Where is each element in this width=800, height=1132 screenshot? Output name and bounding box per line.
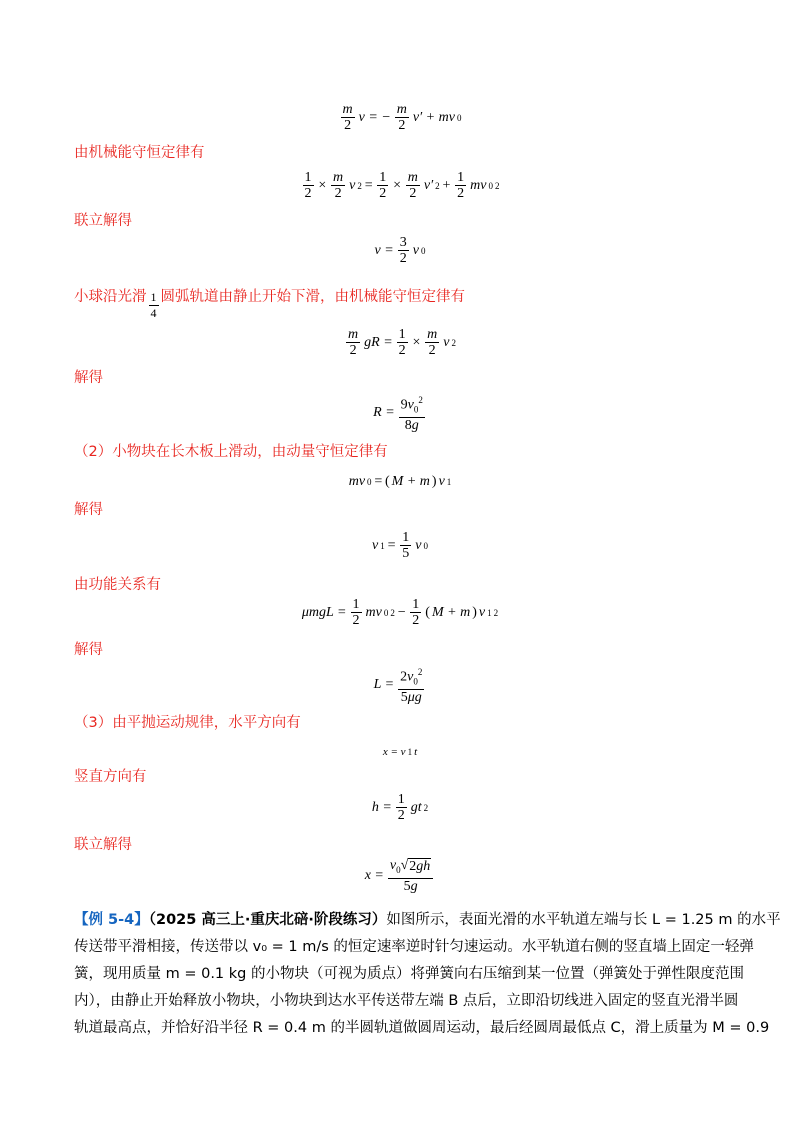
text-work-energy: 由功能关系有: [74, 577, 161, 593]
equation-v1: v 1 = $\frac{1}{5}$ v 0: [372, 530, 428, 561]
equation-length: L = $\frac{2v_0^2}{5\mu g}$: [373, 667, 423, 706]
text-energy-conservation: 由机械能守恒定律有: [74, 145, 205, 161]
text-part-2: （2）小物块在长木板上滑动，由动量守恒定律有: [74, 444, 388, 460]
equation-momentum-1: $\frac{m}{2}$ v = − $\frac{m}{2}$ v′ + mv 0: [342, 102, 462, 133]
equation-radius: R = $\frac{9v_0^2}{8g}$: [373, 395, 423, 434]
equation-energy-2: $\frac{m}{2}$ gR = $\frac{1}{2}$ × $\frac{m}{2}$ v 2: [348, 327, 456, 358]
equation-energy-1: $\frac{1}{2}$ × $\frac{m}{2}$ v 2 = $\frac{1}{2}$ × $\frac{m}{2}$ v′ 2 + $\frac{1}{2}$ mv 0 2: [304, 170, 500, 201]
example-text-1: 如图所示，表面光滑的水平轨道左端与长 L = 1.25 m 的水平: [386, 912, 781, 928]
equation-friction-work: μmgL = $\frac{1}{2}$ mv 0 2 − $\frac{1}{2}$ ( M + m ) v 1 2: [301, 597, 499, 628]
example-line-4: 内），由静止开始释放小物块，小物块到达水平传送带左端 B 点后，立即沿切线进入固定的竖直光滑半圆: [74, 993, 739, 1009]
example-line-2: 传送带平滑相接，传送带以 v₀ = 1 m/s 的恒定速率逆时针匀速运动。水平轨道右侧的竖直墙上固定一轻弹: [74, 939, 754, 955]
equation-momentum-2: mv 0 = ( M + m ) v 1: [348, 474, 452, 489]
text-solve-jointly-2: 联立解得: [74, 837, 132, 853]
equation-horizontal: x = v 1 t: [382, 746, 418, 758]
equation-velocity: v = $\frac{3}{2}$ v 0: [374, 235, 426, 266]
equation-height: h = $\frac{1}{2}$ gt 2: [371, 792, 429, 823]
text-solution-1: 解得: [74, 370, 103, 386]
example-line-5: 轨道最高点，并恰好沿半径 R = 0.4 m 的半圆轨道做圆周运动，最后经圆周最低点 C，滑上质量为 M = 0.9: [74, 1020, 770, 1036]
example-source: （2025 高三上·重庆北碚·阶段练习）: [148, 912, 387, 928]
text-solve-jointly-1: 联立解得: [74, 213, 132, 229]
example-line-3: 簧，现用质量 m = 0.1 kg 的小物块（可视为质点）将弹簧向右压缩到某一位置（弹簧处于弹性限度范围: [74, 966, 744, 982]
text-solution-3: 解得: [74, 642, 103, 658]
text-quarter-arc: 小球沿光滑 $\frac{1}{4}$ 圆弧轨道由静止开始下滑，由机械能守恒定律有: [74, 289, 465, 320]
example-line-1: [74, 907, 781, 934]
text-quarter-arc-b: 圆弧轨道由静止开始下滑，由机械能守恒定律有: [160, 289, 465, 305]
example-tag: 【例 5-4】: [74, 912, 149, 928]
text-quarter-arc-a: 小球沿光滑: [74, 289, 147, 305]
equation-x: x = $v_0$ √ 2gh 5g: [0, 858, 800, 894]
example-5-4: [74, 907, 781, 1042]
text-part-3: （3）由平抛运动规律，水平方向有: [74, 715, 301, 731]
text-solution-2: 解得: [74, 502, 103, 518]
text-vertical: 竖直方向有: [74, 769, 147, 785]
